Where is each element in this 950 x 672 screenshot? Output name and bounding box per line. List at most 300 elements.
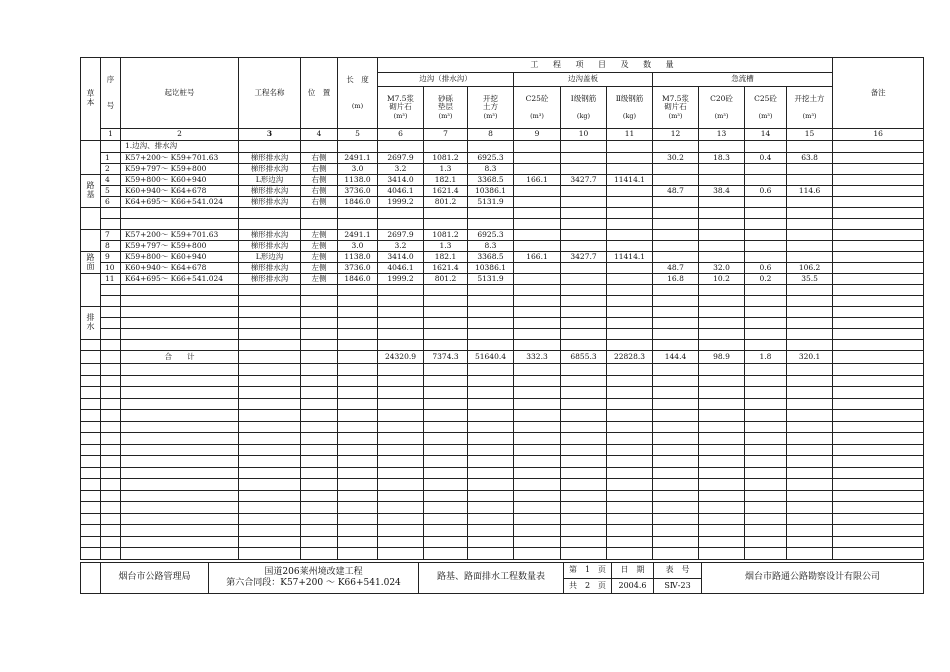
- empty-cell: [101, 307, 121, 318]
- empty-cell: [607, 479, 653, 491]
- empty-cell: [239, 387, 301, 399]
- empty-cell: [468, 340, 514, 351]
- empty-cell: [653, 536, 699, 548]
- empty-cell: [607, 208, 653, 219]
- length: 1138.0: [338, 175, 378, 186]
- empty-cell: [607, 219, 653, 230]
- position: 左侧: [301, 252, 338, 263]
- empty-cell: [378, 398, 424, 410]
- quantity-cell: 3414.0: [378, 252, 424, 263]
- quantity-cell: 1.3: [424, 164, 468, 175]
- column-number: 8: [468, 129, 514, 141]
- station-range: K59+797～ K59+800: [121, 241, 239, 252]
- quantity-cell: [561, 274, 607, 285]
- empty-cell: [833, 421, 924, 433]
- empty-cell: [81, 351, 101, 364]
- empty-cell: [121, 536, 239, 548]
- empty-cell: [301, 141, 338, 153]
- empty-cell: [301, 502, 338, 514]
- empty-cell: [239, 490, 301, 502]
- empty-cell: [745, 296, 787, 307]
- empty-cell: [424, 410, 468, 422]
- empty-cell: [424, 208, 468, 219]
- empty-cell: [699, 296, 745, 307]
- empty-cell: [561, 444, 607, 456]
- empty-cell: [378, 375, 424, 387]
- quantity-cell: [745, 175, 787, 186]
- empty-cell: [338, 141, 378, 153]
- position: 左侧: [301, 263, 338, 274]
- empty-cell: [468, 433, 514, 445]
- empty-cell: [833, 398, 924, 410]
- empty-cell: [121, 296, 239, 307]
- empty-cell: [514, 285, 561, 296]
- position: 左侧: [301, 274, 338, 285]
- empty-cell: [514, 208, 561, 219]
- empty-cell: [121, 467, 239, 479]
- empty-cell: [468, 285, 514, 296]
- empty-cell: [378, 513, 424, 525]
- empty-cell: [561, 433, 607, 445]
- empty-cell: [301, 467, 338, 479]
- empty-cell: [424, 467, 468, 479]
- empty-cell: [239, 141, 301, 153]
- empty-cell: [787, 467, 833, 479]
- empty-cell: [699, 421, 745, 433]
- empty-cell: [699, 513, 745, 525]
- empty-cell: [301, 329, 338, 340]
- empty-cell: [699, 329, 745, 340]
- position: 右侧: [301, 186, 338, 197]
- quantity-cell: 16.8: [653, 274, 699, 285]
- quantity-cell: [787, 230, 833, 241]
- empty-cell: [101, 296, 121, 307]
- empty-cell: [745, 141, 787, 153]
- quantity-cell: 0.6: [745, 186, 787, 197]
- section-title: 1.边沟、排水沟: [121, 141, 239, 153]
- quantity-cell: 11414.1: [607, 175, 653, 186]
- quantity-cell: [561, 186, 607, 197]
- empty-cell: [338, 467, 378, 479]
- length: 3.0: [338, 164, 378, 175]
- empty-cell: [514, 375, 561, 387]
- empty-cell: [745, 410, 787, 422]
- project-title: 国道206莱州境改建工程 第六合同段：K57+200 ～ K66+541.024: [209, 562, 419, 593]
- table-row: [81, 296, 924, 307]
- empty-cell: [239, 329, 301, 340]
- empty-cell: [338, 513, 378, 525]
- empty-cell: [338, 387, 378, 399]
- empty-cell: [121, 490, 239, 502]
- empty-cell: [745, 329, 787, 340]
- empty-cell: [121, 364, 239, 376]
- quantity-cell: 4046.1: [378, 186, 424, 197]
- quantity-cell: [561, 263, 607, 274]
- empty-cell: [699, 141, 745, 153]
- empty-cell: [121, 329, 239, 340]
- empty-cell: [101, 490, 121, 502]
- empty-cell: [699, 340, 745, 351]
- empty-cell: [81, 456, 101, 468]
- empty-cell: [101, 456, 121, 468]
- empty-cell: [121, 340, 239, 351]
- empty-cell: [745, 318, 787, 329]
- empty-cell: [81, 490, 101, 502]
- empty-cell: [338, 456, 378, 468]
- empty-cell: [301, 410, 338, 422]
- empty-cell: [338, 490, 378, 502]
- empty-cell: [514, 548, 561, 560]
- empty-cell: [653, 219, 699, 230]
- empty-cell: [81, 479, 101, 491]
- empty-cell: [745, 219, 787, 230]
- empty-cell: [514, 141, 561, 153]
- empty-cell: [745, 548, 787, 560]
- empty-cell: [468, 318, 514, 329]
- empty-cell: [514, 467, 561, 479]
- table-row: [81, 444, 924, 456]
- empty-cell: [745, 536, 787, 548]
- empty-cell: [607, 490, 653, 502]
- quantity-cell: 5131.9: [468, 197, 514, 208]
- empty-cell: [833, 479, 924, 491]
- empty-cell: [653, 340, 699, 351]
- table-row: [81, 230, 924, 241]
- quantity-cell: [653, 230, 699, 241]
- position: 右侧: [301, 153, 338, 164]
- empty-cell: [121, 479, 239, 491]
- quantities-title: 工 程 项 目 及 数 量: [378, 58, 833, 73]
- empty-cell: [833, 502, 924, 514]
- quantity-cell: 3427.7: [561, 175, 607, 186]
- empty-cell: [239, 318, 301, 329]
- empty-cell: [699, 456, 745, 468]
- empty-cell: [424, 456, 468, 468]
- remarks-cell: [833, 186, 924, 197]
- empty-cell: [787, 141, 833, 153]
- empty-cell: [833, 208, 924, 219]
- column-number: 14: [745, 129, 787, 141]
- total-cell: 98.9: [699, 351, 745, 364]
- empty-cell: [607, 456, 653, 468]
- quantity-cell: [607, 241, 653, 252]
- table-row: [81, 340, 924, 351]
- empty-cell: [833, 410, 924, 422]
- empty-cell: [101, 351, 121, 364]
- quantity-cell: [699, 164, 745, 175]
- empty-cell: [787, 421, 833, 433]
- table-row: [81, 164, 924, 175]
- empty-cell: [301, 364, 338, 376]
- empty-cell: [468, 307, 514, 318]
- empty-cell: [561, 513, 607, 525]
- table-row: [81, 421, 924, 433]
- project-name: 梯形排水沟: [239, 241, 301, 252]
- quantity-cell: [607, 186, 653, 197]
- table-row: [81, 513, 924, 525]
- empty-cell: [514, 318, 561, 329]
- empty-cell: [101, 513, 121, 525]
- empty-cell: [833, 329, 924, 340]
- quantity-cell: 48.7: [653, 263, 699, 274]
- quantity-cell: 114.6: [787, 186, 833, 197]
- empty-cell: [833, 444, 924, 456]
- page-number: 第 1 页: [564, 562, 612, 578]
- empty-cell: [607, 536, 653, 548]
- row-number: 11: [101, 274, 121, 285]
- empty-cell: [239, 351, 301, 364]
- station-range: K60+940～ K64+678: [121, 263, 239, 274]
- quantity-cell: 18.3: [699, 153, 745, 164]
- empty-cell: [787, 340, 833, 351]
- table-row: [81, 548, 924, 560]
- quantity-cell: [514, 186, 561, 197]
- empty-cell: [424, 548, 468, 560]
- column-header: 砂砾 垫层 (m³): [424, 87, 468, 129]
- empty-cell: [468, 513, 514, 525]
- empty-cell: [301, 208, 338, 219]
- total-cell: 24320.9: [378, 351, 424, 364]
- quantity-cell: [745, 230, 787, 241]
- station-range: K64+695～ K66+541.024: [121, 197, 239, 208]
- column-number: 5: [338, 129, 378, 141]
- quantity-cell: [514, 230, 561, 241]
- empty-cell: [653, 296, 699, 307]
- column-header: C20砼 (m³): [699, 87, 745, 129]
- empty-cell: [301, 340, 338, 351]
- column-number: 2: [121, 129, 239, 141]
- empty-cell: [745, 387, 787, 399]
- empty-cell: [607, 307, 653, 318]
- empty-cell: [81, 444, 101, 456]
- empty-cell: [833, 364, 924, 376]
- project-name: 梯形排水沟: [239, 186, 301, 197]
- empty-cell: [833, 296, 924, 307]
- table-row: [81, 307, 924, 318]
- empty-cell: [468, 525, 514, 537]
- column-header: M7.5浆 砌片石 (m³): [653, 87, 699, 129]
- empty-cell: [101, 285, 121, 296]
- empty-cell: [514, 398, 561, 410]
- empty-cell: [301, 490, 338, 502]
- empty-cell: [833, 467, 924, 479]
- empty-cell: [699, 410, 745, 422]
- empty-cell: [338, 329, 378, 340]
- empty-cell: [424, 318, 468, 329]
- empty-cell: [561, 479, 607, 491]
- empty-cell: [653, 548, 699, 560]
- empty-cell: [424, 525, 468, 537]
- quantity-cell: [745, 241, 787, 252]
- empty-cell: [607, 502, 653, 514]
- empty-cell: [378, 433, 424, 445]
- empty-cell: [338, 219, 378, 230]
- total-row: [81, 351, 924, 364]
- empty-cell: [787, 296, 833, 307]
- project-name: 梯形排水沟: [239, 197, 301, 208]
- station-range: K59+800～ K60+940: [121, 175, 239, 186]
- empty-cell: [424, 513, 468, 525]
- empty-cell: [607, 375, 653, 387]
- empty-cell: [101, 375, 121, 387]
- quantity-cell: 2697.9: [378, 153, 424, 164]
- empty-cell: [378, 219, 424, 230]
- empty-cell: [424, 375, 468, 387]
- quantity-cell: [787, 252, 833, 263]
- table-row: [81, 329, 924, 340]
- table-row: [81, 175, 924, 186]
- table-row: [81, 141, 924, 153]
- empty-cell: [378, 208, 424, 219]
- side-label: [81, 230, 101, 252]
- quantity-cell: [607, 164, 653, 175]
- empty-cell: [514, 456, 561, 468]
- empty-cell: [787, 387, 833, 399]
- empty-cell: [378, 141, 424, 153]
- empty-cell: [301, 387, 338, 399]
- empty-cell: [338, 548, 378, 560]
- quantity-cell: [699, 175, 745, 186]
- empty-cell: [787, 329, 833, 340]
- quantity-cell: 0.6: [745, 263, 787, 274]
- side-label: 路 面: [81, 252, 101, 274]
- empty-cell: [745, 375, 787, 387]
- empty-cell: [699, 490, 745, 502]
- quantity-cell: 10386.1: [468, 263, 514, 274]
- project-name: 梯形排水沟: [239, 263, 301, 274]
- empty-cell: [787, 502, 833, 514]
- empty-cell: [378, 548, 424, 560]
- empty-cell: [121, 219, 239, 230]
- empty-cell: [699, 433, 745, 445]
- row-number: 9: [101, 252, 121, 263]
- empty-cell: [653, 141, 699, 153]
- empty-cell: [378, 467, 424, 479]
- empty-cell: [81, 513, 101, 525]
- empty-cell: [561, 456, 607, 468]
- quantity-cell: 38.4: [699, 186, 745, 197]
- empty-cell: [378, 340, 424, 351]
- quantity-cell: [653, 164, 699, 175]
- empty-cell: [424, 364, 468, 376]
- column-header: 开挖土方 (m³): [787, 87, 833, 129]
- empty-cell: [239, 364, 301, 376]
- empty-cell: [424, 479, 468, 491]
- empty-cell: [468, 479, 514, 491]
- empty-cell: [653, 364, 699, 376]
- empty-cell: [424, 296, 468, 307]
- quantity-cell: 1081.2: [424, 230, 468, 241]
- column-number: 9: [514, 129, 561, 141]
- title-block-spacer: [81, 562, 101, 593]
- empty-cell: [653, 479, 699, 491]
- empty-cell: [653, 456, 699, 468]
- empty-cell: [561, 548, 607, 560]
- empty-cell: [378, 364, 424, 376]
- cover-group-header: 边沟盖板: [514, 73, 653, 87]
- empty-cell: [239, 467, 301, 479]
- column-header: C25砼 (m³): [514, 87, 561, 129]
- empty-cell: [699, 285, 745, 296]
- table-row: [81, 375, 924, 387]
- row-number: 1: [101, 153, 121, 164]
- empty-cell: [514, 364, 561, 376]
- total-cell: 22828.3: [607, 351, 653, 364]
- empty-cell: [833, 318, 924, 329]
- empty-cell: [787, 525, 833, 537]
- table-row: [81, 410, 924, 422]
- empty-cell: [514, 387, 561, 399]
- quantity-table: [80, 57, 924, 560]
- empty-cell: [338, 433, 378, 445]
- empty-cell: [301, 421, 338, 433]
- quantity-cell: [787, 241, 833, 252]
- quantity-cell: [787, 175, 833, 186]
- remarks-cell: [833, 230, 924, 241]
- quantity-cell: 10.2: [699, 274, 745, 285]
- empty-cell: [561, 387, 607, 399]
- empty-cell: [121, 375, 239, 387]
- empty-cell: [338, 398, 378, 410]
- table-row: [81, 433, 924, 445]
- remarks-cell: [833, 252, 924, 263]
- table-row: [81, 536, 924, 548]
- quantity-cell: [514, 164, 561, 175]
- quantity-cell: [607, 197, 653, 208]
- empty-cell: [338, 208, 378, 219]
- empty-cell: [301, 513, 338, 525]
- empty-cell: [424, 490, 468, 502]
- empty-cell: [424, 285, 468, 296]
- table-no-value: SⅣ-23: [654, 578, 702, 593]
- empty-cell: [833, 285, 924, 296]
- quantity-cell: 3368.5: [468, 175, 514, 186]
- quantity-cell: [745, 164, 787, 175]
- empty-cell: [301, 548, 338, 560]
- empty-cell: [239, 340, 301, 351]
- quantity-cell: 32.0: [699, 263, 745, 274]
- empty-cell: [424, 329, 468, 340]
- empty-cell: [424, 398, 468, 410]
- empty-cell: [561, 329, 607, 340]
- column-header: C25砼 (m³): [745, 87, 787, 129]
- empty-cell: [514, 513, 561, 525]
- table-row: [81, 252, 924, 263]
- table-row: [81, 219, 924, 230]
- table-row: [81, 285, 924, 296]
- empty-cell: [424, 141, 468, 153]
- empty-cell: [468, 375, 514, 387]
- remarks-cell: [833, 197, 924, 208]
- quantity-cell: 1621.4: [424, 186, 468, 197]
- quantity-cell: 1621.4: [424, 263, 468, 274]
- total-label: 合 计: [121, 351, 239, 364]
- empty-cell: [833, 141, 924, 153]
- station-range: K60+940～ K64+678: [121, 186, 239, 197]
- empty-cell: [607, 467, 653, 479]
- project-name: L形边沟: [239, 175, 301, 186]
- empty-cell: [699, 219, 745, 230]
- empty-cell: [468, 444, 514, 456]
- empty-cell: [514, 479, 561, 491]
- empty-cell: [239, 525, 301, 537]
- table-row: [81, 186, 924, 197]
- empty-cell: [301, 375, 338, 387]
- empty-cell: [239, 219, 301, 230]
- empty-cell: [745, 456, 787, 468]
- empty-cell: [699, 387, 745, 399]
- empty-cell: [239, 398, 301, 410]
